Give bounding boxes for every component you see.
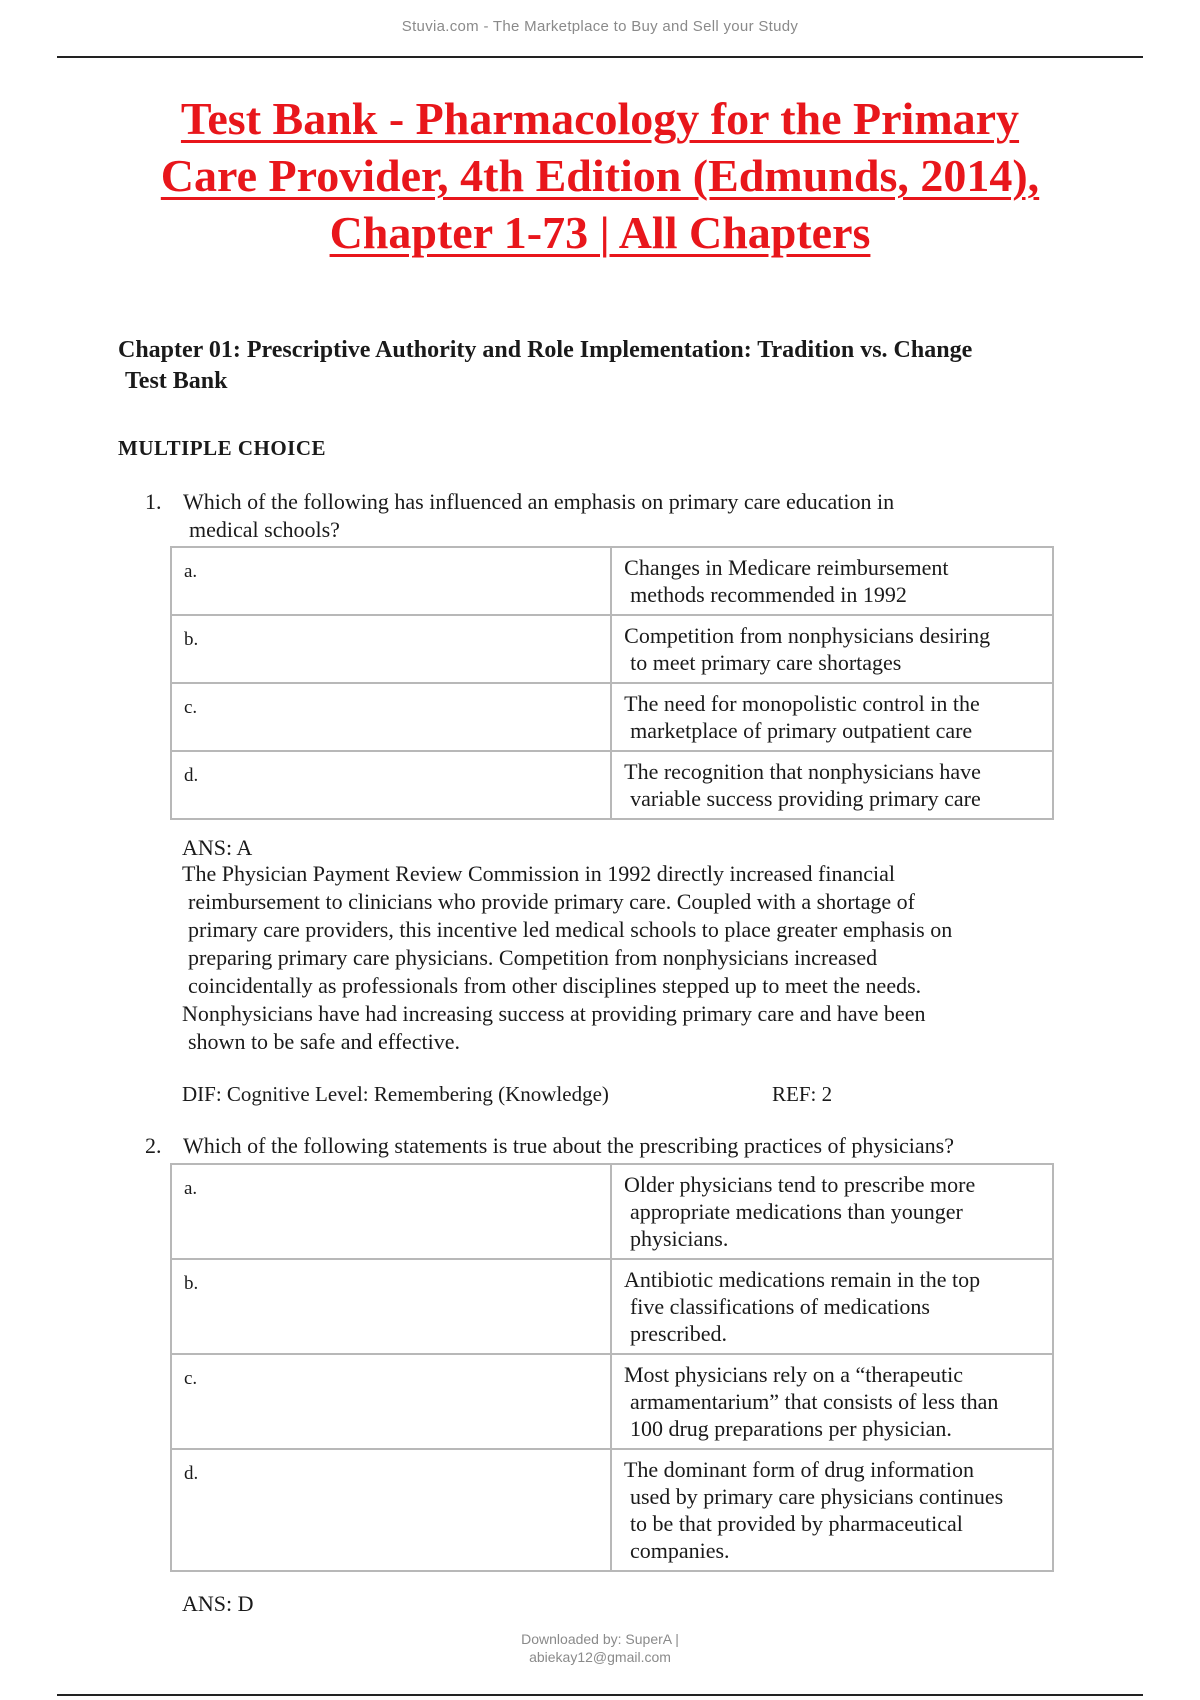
downloaded-by-text: Downloaded by: SuperA | [521,1631,679,1647]
section-heading: MULTIPLE CHOICE [118,436,327,460]
choice-text-line: companies. [629,1538,730,1563]
ref-text: REF: 2 [772,1082,833,1106]
choice-text [611,615,1053,683]
choice-letter: d. [171,1449,611,1571]
question-text [183,1132,1065,1160]
choice-text-line: methods recommended in 1992 [630,582,907,607]
choice-text-line: armamentarium” that consists of less than [629,1389,999,1414]
question-2 [145,1132,1065,1160]
question-text-line: Which of the following statements is true about the prescribing practices of physicians? [183,1133,954,1158]
title-line-1: Test Bank - Pharmacology for the Primary [180,93,1020,144]
choice-text-line: marketplace of primary outpatient care [630,718,973,743]
chapter-title [118,335,1078,397]
choice-text-line: Competition from nonphysicians desiring [624,623,991,648]
question-1 [145,488,1065,544]
choice-letter: c. [171,1354,611,1449]
dif-text: DIF: Cognitive Level: Remembering (Knowledge) [182,1082,609,1106]
site-header-text: Stuvia.com - The Marketplace to Buy and Sell your Study [401,18,799,35]
choice-text-line: The recognition that nonphysicians have [624,759,981,784]
choice-row [171,1449,1053,1571]
choice-text-line: prescribed. [629,1321,728,1346]
choice-row [171,615,1053,683]
choice-row [171,1354,1053,1449]
rationale-line: Nonphysicians have had increasing success at providing primary care and have been [182,1001,926,1026]
question-text-line: Which of the following has influenced an emphasis on primary care education in [183,489,895,514]
choice-row [171,683,1053,751]
choice-letter: a. [171,547,611,615]
question-number: 1. [145,489,162,514]
choice-text [611,1164,1053,1259]
choice-text [611,1354,1053,1449]
choice-text-line: five classifications of medications [629,1294,930,1319]
question-2-choices [170,1163,1054,1572]
choice-row [171,547,1053,615]
choice-letter: c. [171,683,611,751]
choice-letter: b. [171,615,611,683]
rationale-line: The Physician Payment Review Commission in 1992 directly increased financial [182,861,896,886]
choice-row [171,1259,1053,1354]
rationale-line: primary care providers, this incentive led medical schools to place greater emphasis on [188,917,953,942]
choice-text-line: physicians. [629,1226,729,1251]
choice-text [611,683,1053,751]
choice-text-line: Most physicians rely on a “therapeutic [623,1362,964,1387]
choice-letter: d. [171,751,611,819]
choice-text [611,547,1053,615]
chapter-title-line-1: Chapter 01: Prescriptive Authority and Role Implementation: Tradition vs. Change [118,337,973,363]
rationale-line: reimbursement to clinicians who provide primary care. Coupled with a shortage of [188,889,916,914]
rationale-line: shown to be safe and effective. [188,1029,461,1054]
download-footer [0,1630,1200,1666]
choice-text-line: The need for monopolistic control in the [624,691,980,716]
choice-text [611,1259,1053,1354]
document-title [100,90,1100,261]
choice-text-line: 100 drug preparations per physician. [629,1416,952,1441]
answer-2: ANS: D [182,1591,254,1616]
question-text-line: medical schools? [189,517,340,542]
choice-text-line: variable success providing primary care [630,786,981,811]
question-1-choices [170,546,1054,820]
choice-row [171,751,1053,819]
difficulty-line-1 [182,1080,1062,1108]
choice-text-line: to be that provided by pharmaceutical [629,1511,963,1536]
chapter-title-line-2: Test Bank [125,368,228,394]
choice-text-line: Changes in Medicare reimbursement [624,555,949,580]
footer-divider [57,1694,1143,1696]
rationale-line: coincidentally as professionals from other disciplines stepped up to meet the needs. [188,973,922,998]
choice-text [611,751,1053,819]
choice-text-line: used by primary care physicians continues [629,1484,1004,1509]
question-number: 2. [145,1133,162,1158]
choice-text-line: Antibiotic medications remain in the top [623,1267,981,1292]
rationale-1 [182,860,1062,1056]
choice-text-line: The dominant form of drug information [623,1457,975,1482]
choice-letter: a. [171,1164,611,1259]
choice-letter: b. [171,1259,611,1354]
question-text [183,488,1065,544]
title-line-3: Chapter 1-73 | All Chapters [329,207,871,258]
choice-text [611,1449,1053,1571]
choice-text-line: appropriate medications than younger [629,1199,963,1224]
choice-text-line: to meet primary care shortages [630,650,902,675]
header-divider [57,56,1143,58]
answer-1: ANS: A [182,835,253,860]
choice-text-line: Older physicians tend to prescribe more [623,1172,976,1197]
choice-row [171,1164,1053,1259]
downloader-email: abiekay12@gmail.com [529,1649,671,1665]
title-line-2: Care Provider, 4th Edition (Edmunds, 2014), [160,150,1040,201]
rationale-line: preparing primary care physicians. Competition from nonphysicians increased [188,945,878,970]
